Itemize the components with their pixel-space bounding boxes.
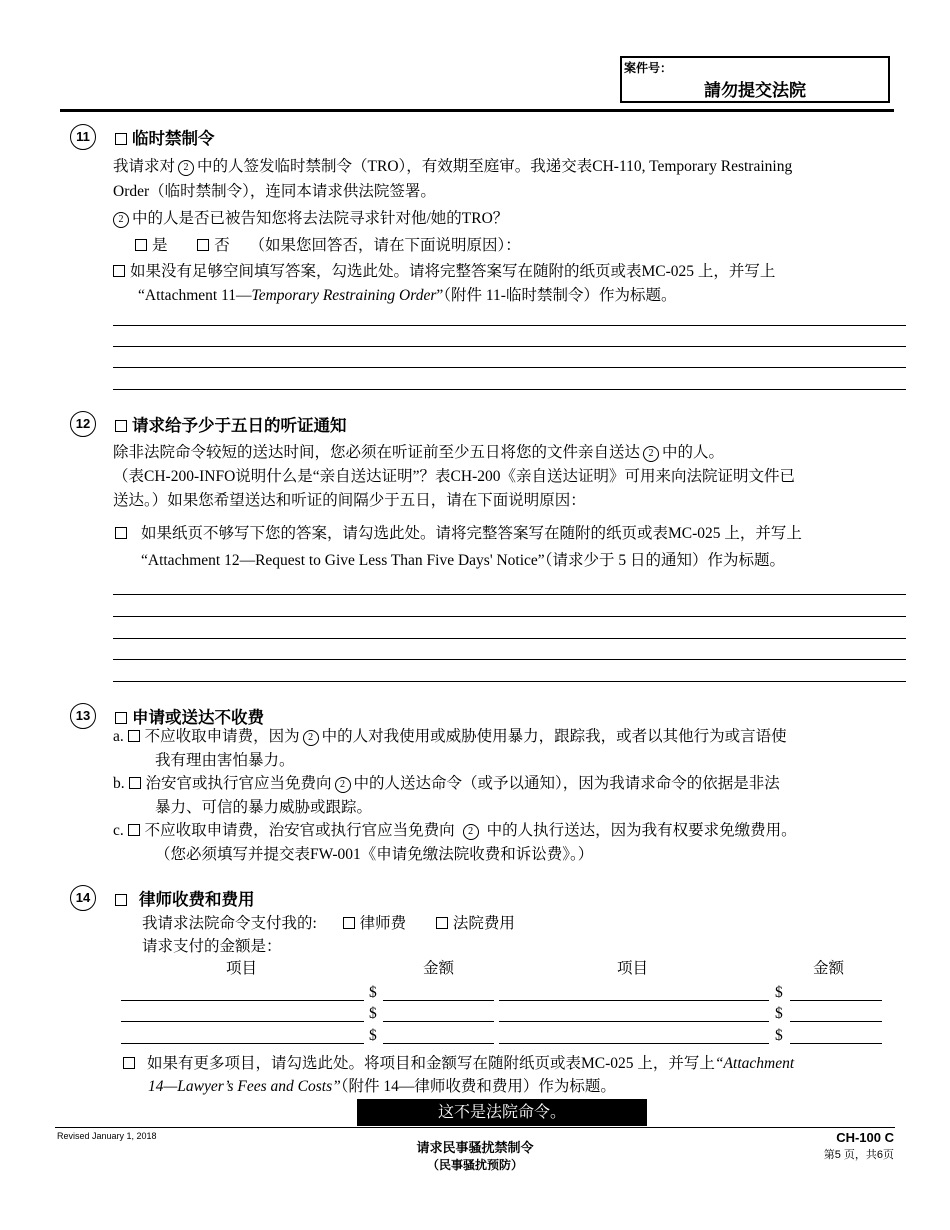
case-number-value: 請勿提交法院 [704,81,806,100]
section-14-checkbox[interactable] [115,894,127,906]
s14-more-checkbox[interactable] [123,1057,135,1069]
s14-row2-dollar-left: $ [369,1005,377,1022]
s14-row1-dollar-right: $ [775,984,783,1001]
s12-more-checkbox[interactable] [115,527,127,539]
s14-row2-item-right[interactable] [499,1021,769,1022]
section-12-line2: （表CH-200-INFO说明什么是“亲自送达证明”？表CH-200《亲自送达证明》可用来向法院证明文件已 [113,468,795,485]
section-11-question [113,210,508,228]
s14-row3-amount-right[interactable] [790,1043,882,1044]
footer-form-code: CH-100 C [836,1130,894,1145]
s12-answer-line-4[interactable] [113,659,906,660]
s14-request-text: 我请求法院命令支付我的: [142,915,317,932]
not-court-order-banner: 这不是法院命令。 [357,1099,647,1126]
s11-more-checkbox[interactable] [113,265,125,277]
s11-answer-line-2[interactable] [113,346,906,347]
section-12-more-line2: “Attachment 12—Request to Give Less Than Five Days' Notice”（请求少于 5 日的通知）作为标题。 [141,552,785,569]
section-13-heading [115,704,264,728]
s11-yes-label: 是 [152,237,168,254]
s13-b-text-b: 中的人送达命令（或予以通知），因为我请求命令的依据是非法 [353,775,780,792]
s14-row1-item-right[interactable] [499,1000,769,1001]
s11-q-ref-circle: 2 [113,212,129,228]
s11-no-checkbox[interactable] [197,239,209,251]
section-13-title: 申请或送达不收费 [132,709,264,727]
section-12-line3: 送达。）如果您希望送达和听证的间隔少于五日，请在下面说明原因： [113,492,586,509]
s14-more-text-2: （附件 14—律师收费和费用）作为标题。 [340,1078,616,1095]
s12-text-b: 中的人。 [662,444,725,461]
s14-row2-amount-right[interactable] [790,1021,882,1022]
s11-attach-italic: Temporary Restraining Order [251,287,437,304]
header-rule [60,109,894,112]
s13-a-text-a: 不应收取申请费，因为 [144,728,300,745]
section-12-number: 12 [70,411,96,437]
s14-amount-label: 请求支付的金额是： [142,938,282,955]
s14-row1-dollar-left: $ [369,984,377,1001]
section-11-more-line2 [138,287,676,305]
section-12-heading [115,412,347,436]
s11-yes-checkbox[interactable] [135,239,147,251]
s13-a-line2: 我有理由害怕暴力。 [155,752,295,769]
section-13-checkbox[interactable] [115,712,127,724]
s12-text-a: 除非法院命令较短的送达时间，您必须在听证前至少五日将您的文件亲自送达 [113,444,641,461]
footer-form-title: 请求民事骚扰禁制令 [416,1140,534,1155]
s14-col-amount-right: 金额 [813,960,845,977]
s13-c-text-a: 不应收取申请费，治安官或执行官应当免费向 [144,822,455,839]
section-11-para-line2: Order（临时禁制令），连同本请求供法院签署。 [113,183,436,200]
section-11-heading [115,125,215,149]
s13-a-ref: 2 [303,730,319,746]
s14-more-line1 [123,1055,794,1073]
s11-answer-line-3[interactable] [113,367,906,368]
s13-c-label: c. [113,822,124,839]
s14-lawyer-fee-label: 律师费 [359,915,407,932]
s14-row1-amount-left[interactable] [383,1000,494,1001]
section-12-checkbox[interactable] [115,420,127,432]
s11-ref-circle: 2 [178,160,194,176]
section-11-yes-no [135,237,521,255]
section-11-number: 11 [70,124,96,150]
s14-row1-amount-right[interactable] [790,1000,882,1001]
section-11-para-line1 [113,158,792,176]
s11-attach-a: “Attachment 11— [138,287,252,304]
s12-ref-circle: 2 [643,446,659,462]
s11-answer-line-1[interactable] [113,325,906,326]
section-14-number: 14 [70,885,96,911]
s13-b-checkbox[interactable] [129,777,141,789]
section-12-more-line1 [115,525,802,543]
s14-request-line [142,915,515,933]
s13-a-text-b: 中的人对我使用或威胁使用暴力，跟踪我，或者以其他行为或言语使 [321,728,787,745]
s14-col-amount-left: 金额 [423,960,455,977]
s13-b-line2: 暴力、可信的暴力威胁或跟踪。 [155,799,373,816]
s11-text-b: 中的人签发临时禁制令（TRO），有效期至庭审。我递交表CH-110, Temporary Restraining [197,158,793,175]
section-13-number: 13 [70,703,96,729]
s12-more-text: 如果纸页不够写下您的答案，请勾选此处。请将完整答案写在随附的纸页或表MC-025 上，并写上 [141,525,802,542]
s13-b-text-a: 治安官或执行官应当免费向 [145,775,332,792]
s11-attach-b: ”（附件 11-临时禁制令）作为标题。 [436,287,677,304]
section-11-more-line1 [113,263,775,281]
s13-c-line1 [113,822,797,840]
s14-row2-item-left[interactable] [121,1021,364,1022]
section-14-heading [115,886,255,910]
s13-a-checkbox[interactable] [128,730,140,742]
s11-answer-line-4[interactable] [113,389,906,390]
section-11-title: 临时禁制令 [132,130,215,148]
s13-b-ref: 2 [335,777,351,793]
case-number-label: 案件号： [624,61,673,75]
footer-revised: Revised January 1, 2018 [57,1131,157,1141]
section-12-line1 [113,444,724,462]
s14-row2-dollar-right: $ [775,1005,783,1022]
footer-rule [55,1127,895,1128]
s13-b-label: b. [113,775,125,792]
s14-row2-amount-left[interactable] [383,1021,494,1022]
s14-row3-amount-left[interactable] [383,1043,494,1044]
s14-row3-dollar-right: $ [775,1027,783,1044]
s14-lawyer-fee-checkbox[interactable] [343,917,355,929]
s14-row3-dollar-left: $ [369,1027,377,1044]
s13-a-line1 [113,728,787,746]
s12-answer-line-2[interactable] [113,616,906,617]
section-14-title: 律师收费和费用 [139,891,255,909]
s11-no-note: （如果您回答否，请在下面说明原因）： [249,237,521,254]
s14-col-item-left: 项目 [226,960,258,977]
s14-row3-item-right[interactable] [499,1043,769,1044]
s13-c-ref: 2 [463,824,479,840]
s14-more-italic-2: 14—Lawyer’s Fees and Costs” [148,1078,341,1095]
s14-col-item-right: 项目 [617,960,649,977]
s11-question-text: 中的人是否已被告知您将去法院寻求针对他/她的TRO？ [132,210,509,227]
s11-text-a: 我请求对 [113,158,176,175]
s12-answer-line-5[interactable] [113,681,906,682]
s13-c-checkbox[interactable] [128,824,140,836]
s13-c-text-b: 中的人执行送达，因为我有权要求免缴费用。 [486,822,797,839]
footer-page-number: 第5 页，共6页 [823,1149,894,1161]
section-12-title: 请求给予少于五日的听证通知 [132,417,347,435]
s14-row1-item-left[interactable] [121,1000,364,1001]
s14-more-line2 [148,1078,616,1096]
s13-c-line2: （您必须填写并提交表FW-001《申请免缴法院收费和诉讼费》。） [155,846,594,863]
s14-more-text: 如果有更多项目，请勾选此处。将项目和金额写在随附纸页或表MC-025 上，并写上 [147,1055,715,1072]
s14-court-cost-checkbox[interactable] [436,917,448,929]
s12-answer-line-1[interactable] [113,594,906,595]
footer-form-subtitle: （民事骚扰预防） [426,1158,523,1172]
section-11-checkbox[interactable] [115,133,127,145]
s11-no-label: 否 [214,237,230,254]
s14-row3-item-left[interactable] [121,1043,364,1044]
s11-more-text: 如果没有足够空间填写答案，勾选此处。请将完整答案写在随附的纸页或表MC-025 上，并写上 [130,263,776,280]
s14-court-cost-label: 法院费用 [452,915,515,932]
s13-a-label: a. [113,728,124,745]
s12-answer-line-3[interactable] [113,638,906,639]
s14-more-italic-1: “Attachment [714,1055,795,1072]
s13-b-line1 [113,775,780,793]
